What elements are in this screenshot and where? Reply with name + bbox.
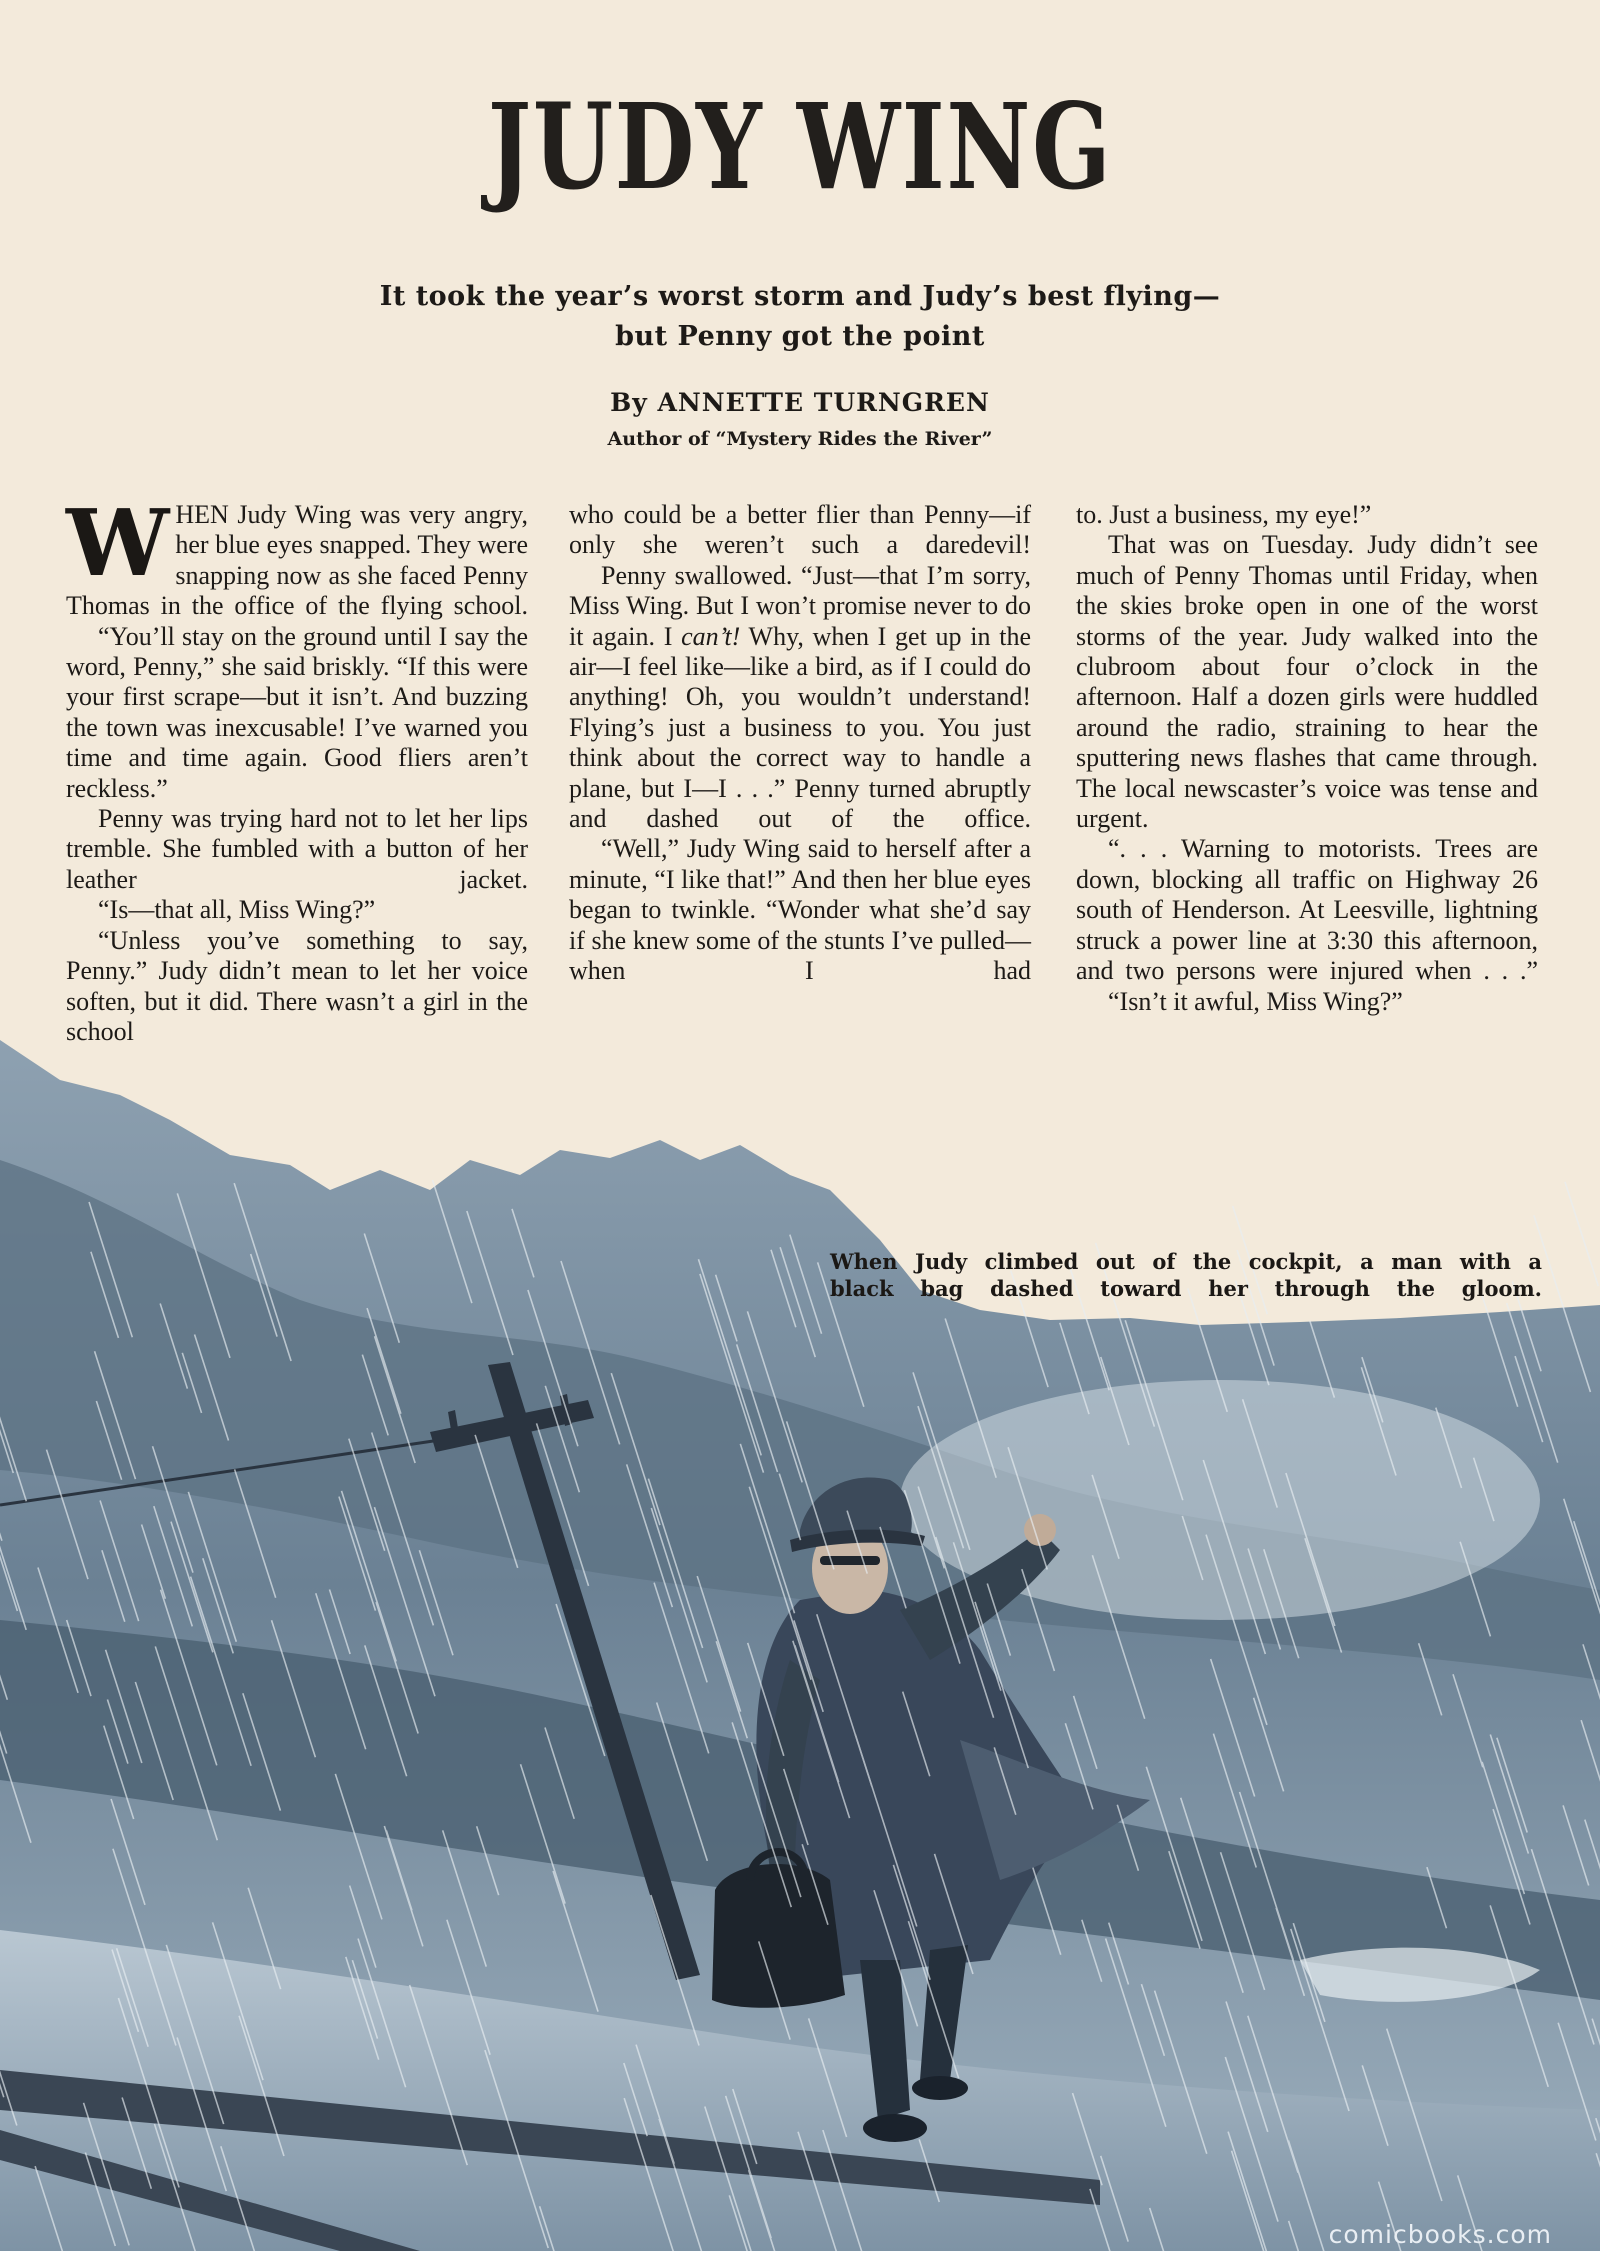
paragraph-text: Why, when I get up in the air—I feel like—like a bird, as if I could do anything! Oh, you wouldn’t understand! Flying’s just a business to you. You just think about the correct way to handle a plane, but I—I . . .” Penny turned abruptly and dashed out of the office. <box>569 621 1031 834</box>
rain-streak <box>1565 1182 1598 1286</box>
paragraph: “Isn’t it awful, Miss Wing?” <box>1108 986 1403 1016</box>
author-note: Author of “Mystery Rides the River” <box>607 428 993 450</box>
story-title: JUDY WING <box>487 77 1113 216</box>
emphasis-text: can’t! <box>681 621 741 651</box>
paragraph: That was on Tuesday. Judy didn’t see much of Penny Thomas until Friday, when the skies broke open in one of the worst storms of the year. Judy walked into the clubroom about four o’clock in the afternoon. Half a dozen girls were huddled around the radio, straining to hear the sputtering news flashes that came through. The local newscaster’s voice was tense and urgent. <box>1076 530 1538 834</box>
paragraph: “You’ll stay on the ground until I say the word, Penny,” she said briskly. “If this were your first scrape—but it isn’t. And buzzing the town was inexcusable! I’ve warned you time and time again. Good fliers aren’t reckless.” <box>66 621 528 803</box>
man-glasses <box>820 1556 880 1565</box>
paragraph-text: HEN Judy Wing was very angry, her blue eyes snapped. They were snapping now as she faced Penny Thomas in the office of the flying school. <box>66 500 528 621</box>
drop-cap: W <box>66 489 170 597</box>
paragraph: “Well,” Judy Wing said to herself after a minute, “I like that!” And then her blue eyes began to twinkle. “Wonder what she’d say if she knew some of the stunts I’ve pulled—when I had <box>569 834 1031 986</box>
paragraph: “. . . Warning to motorists. Trees are down, blocking all traffic on Highway 26 south of Henderson. At Leesville, lightning struck a power line at 3:30 this afternoon, and two persons were injured when . . .” <box>1076 834 1538 986</box>
paragraph: Penny was trying hard not to let her lips tremble. She fumbled with a button of her leather jacket. <box>66 804 528 894</box>
paragraph: “Is—that all, Miss Wing?” <box>98 895 376 925</box>
man-shoe <box>912 2076 968 2100</box>
caption-line-1: When Judy climbed out of the cockpit, a man with a <box>830 1249 1542 1274</box>
byline: By ANNETTE TURNGREN <box>610 388 990 417</box>
illustration-caption <box>830 1248 1542 1302</box>
site-watermark: comicbooks.com <box>1328 2220 1552 2249</box>
paragraph-text: Penny swallowed. “Just—that I’m sorry, Miss Wing. But I won’t promise never to do it again. I <box>569 560 1031 651</box>
man-hand <box>1024 1514 1056 1546</box>
paragraph: to. Just a business, my eye!” <box>1076 500 1372 529</box>
paragraph: who could be a better flier than Penny—if only she weren’t such a daredevil! <box>569 500 1031 560</box>
subtitle-line-2: but Penny got the point <box>615 321 985 352</box>
man-shoe <box>863 2114 927 2142</box>
black-bag <box>712 1864 845 2008</box>
caption-line-2: black bag dashed toward her through the gloom. <box>830 1276 1542 1301</box>
paragraph: “Unless you’ve something to say, Penny.” Judy didn’t mean to let her voice soften, but it did. There wasn’t a girl in the school <box>66 925 528 1046</box>
subtitle-line-1: It took the year’s worst storm and Judy’s best flying— <box>379 281 1221 312</box>
